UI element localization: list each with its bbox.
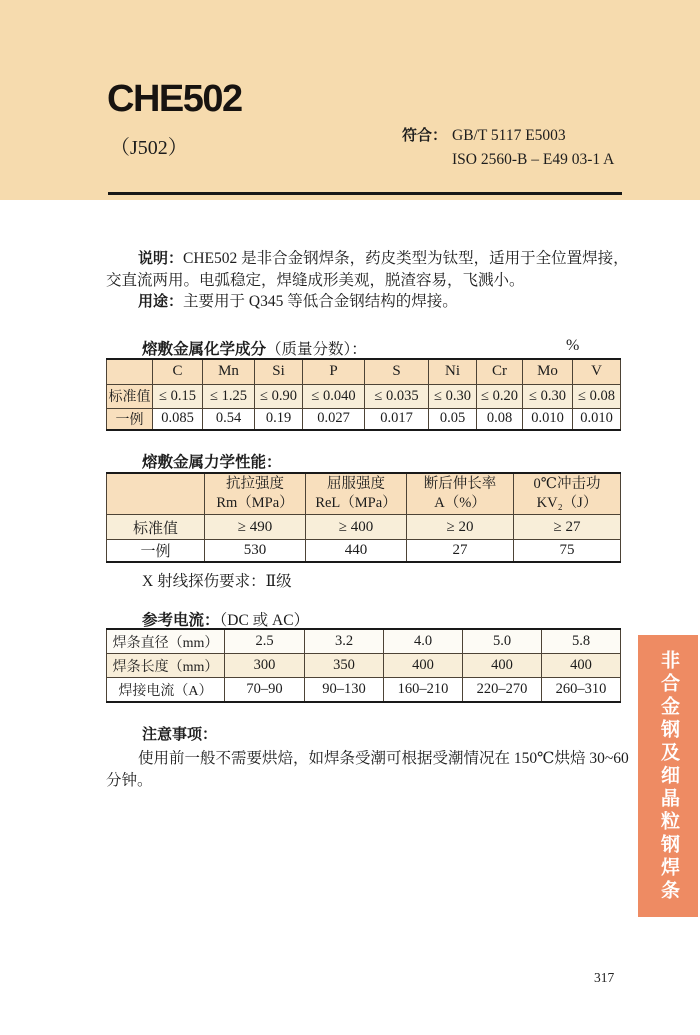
current-title-rest: （DC 或 AC） bbox=[219, 612, 310, 629]
row-label: 焊条长度（mm） bbox=[107, 654, 225, 678]
category-side-tab bbox=[638, 635, 698, 917]
column-header: Mn bbox=[203, 359, 255, 384]
header-banner bbox=[0, 0, 700, 200]
value-cell: 350 bbox=[305, 654, 384, 678]
row-label: 一例 bbox=[107, 408, 153, 430]
page-number: 317 bbox=[594, 970, 615, 985]
value-cell: 0.08 bbox=[477, 408, 523, 430]
note-title-text: 注意事项： bbox=[142, 726, 218, 743]
value-cell: ≤ 0.20 bbox=[477, 384, 523, 408]
value-cell: 400 bbox=[384, 654, 463, 678]
value-cell: ≥ 490 bbox=[205, 515, 306, 540]
reference-current-table bbox=[106, 628, 621, 703]
column-header bbox=[107, 473, 205, 515]
usage-text: 主要用于 Q345 等低合金钢结构的焊接。 bbox=[183, 293, 458, 310]
compliance-block bbox=[402, 124, 614, 172]
chemical-composition-table bbox=[106, 358, 621, 431]
product-alias: （J502） bbox=[110, 137, 188, 159]
value-cell: ≤ 0.90 bbox=[255, 384, 303, 408]
chem-section-title bbox=[142, 337, 580, 359]
row-label: 标准值 bbox=[107, 384, 153, 408]
compliance-row bbox=[402, 148, 614, 172]
value-cell: ≥ 400 bbox=[306, 515, 407, 540]
column-header: C bbox=[153, 359, 203, 384]
value-cell: 75 bbox=[514, 540, 621, 563]
product-model-title: CHE502 bbox=[107, 78, 242, 120]
value-cell: ≤ 1.25 bbox=[203, 384, 255, 408]
mechanical-properties-table bbox=[106, 472, 621, 563]
note-line: 使用前一般不需要烘焙，如焊条受潮可根据受潮情况在 150℃烘焙 30~60 bbox=[138, 750, 629, 767]
value-cell: 5.0 bbox=[463, 629, 542, 654]
column-header: Ni bbox=[429, 359, 477, 384]
description-label: 说明： bbox=[138, 250, 184, 267]
value-cell: ≤ 0.035 bbox=[365, 384, 429, 408]
current-title-bold: 参考电流： bbox=[142, 612, 220, 629]
row-label: 焊条直径（mm） bbox=[107, 629, 225, 654]
value-cell: 0.085 bbox=[153, 408, 203, 430]
column-header: Si bbox=[255, 359, 303, 384]
description-text: CHE502 是非合金钢焊条，药皮类型为钛型，适用于全位置焊接， bbox=[183, 250, 629, 267]
value-cell: 530 bbox=[205, 540, 306, 563]
column-header: 屈服强度 ReL（MPa） bbox=[306, 473, 407, 515]
column-header: Cr bbox=[477, 359, 523, 384]
compliance-standard-2: ISO 2560-B – E49 03-1 A bbox=[452, 151, 615, 168]
value-cell: 5.8 bbox=[542, 629, 621, 654]
value-cell: ≤ 0.30 bbox=[429, 384, 477, 408]
column-header bbox=[107, 359, 153, 384]
value-cell: 400 bbox=[463, 654, 542, 678]
value-cell: 0.010 bbox=[523, 408, 573, 430]
value-cell: 0.05 bbox=[429, 408, 477, 430]
description-text: 交直流两用。电弧稳定，焊缝成形美观，脱渣容易，飞溅小。 bbox=[106, 271, 525, 289]
value-cell: ≤ 0.040 bbox=[303, 384, 365, 408]
value-cell: 4.0 bbox=[384, 629, 463, 654]
value-cell: 2.5 bbox=[225, 629, 305, 654]
value-cell: 440 bbox=[306, 540, 407, 563]
value-cell: 3.2 bbox=[305, 629, 384, 654]
value-cell: 0.027 bbox=[303, 408, 365, 430]
compliance-label: 符合： bbox=[402, 127, 448, 144]
column-header: 断后伸长率 A（%） bbox=[407, 473, 514, 515]
value-cell: 300 bbox=[225, 654, 305, 678]
value-cell: 160–210 bbox=[384, 678, 463, 703]
description-line bbox=[106, 270, 629, 292]
value-cell: 0.19 bbox=[255, 408, 303, 430]
value-cell: 0.010 bbox=[573, 408, 621, 430]
note-line: 分钟。 bbox=[106, 772, 153, 789]
column-header: S bbox=[365, 359, 429, 384]
usage-label: 用途： bbox=[138, 293, 184, 310]
value-cell: 400 bbox=[542, 654, 621, 678]
value-cell: 0.54 bbox=[203, 408, 255, 430]
value-cell: 70–90 bbox=[225, 678, 305, 703]
mech-title-bold: 熔敷金属力学性能： bbox=[142, 454, 282, 471]
percent-unit: % bbox=[566, 337, 580, 354]
compliance-standard-1: GB/T 5117 E5003 bbox=[452, 127, 566, 144]
description-block bbox=[106, 248, 629, 313]
column-header: V bbox=[573, 359, 621, 384]
value-cell: 90–130 bbox=[305, 678, 384, 703]
value-cell: 260–310 bbox=[542, 678, 621, 703]
row-label: 一例 bbox=[107, 540, 205, 563]
value-cell: ≤ 0.08 bbox=[573, 384, 621, 408]
chem-title-rest: （质量分数）： bbox=[266, 341, 367, 358]
description-line bbox=[106, 248, 629, 270]
value-cell: ≥ 20 bbox=[407, 515, 514, 540]
value-cell: ≤ 0.15 bbox=[153, 384, 203, 408]
row-label: 焊接电流（A） bbox=[107, 678, 225, 703]
row-label: 标准值 bbox=[107, 515, 205, 540]
value-cell: 0.017 bbox=[365, 408, 429, 430]
divider-rule bbox=[108, 192, 622, 195]
category-tab-label: 非合金钢及细晶粒钢焊条 bbox=[658, 649, 679, 903]
note-title bbox=[142, 724, 217, 746]
chem-title-bold: 熔敷金属化学成分 bbox=[142, 341, 267, 358]
description-line bbox=[106, 291, 629, 313]
column-header: 0℃冲击功 KV₂（J） bbox=[514, 473, 621, 515]
column-header: Mo bbox=[523, 359, 573, 384]
value-cell: ≥ 27 bbox=[514, 515, 621, 540]
column-header: 抗拉强度 Rm（MPa） bbox=[205, 473, 306, 515]
value-cell: 27 bbox=[407, 540, 514, 563]
spacer bbox=[402, 148, 452, 172]
value-cell: 220–270 bbox=[463, 678, 542, 703]
xray-requirement: X 射线探伤要求：Ⅱ级 bbox=[142, 573, 292, 590]
value-cell: ≤ 0.30 bbox=[523, 384, 573, 408]
compliance-row bbox=[402, 124, 614, 148]
current-section-title bbox=[142, 608, 309, 630]
column-header: P bbox=[303, 359, 365, 384]
mech-section-title bbox=[142, 450, 282, 472]
